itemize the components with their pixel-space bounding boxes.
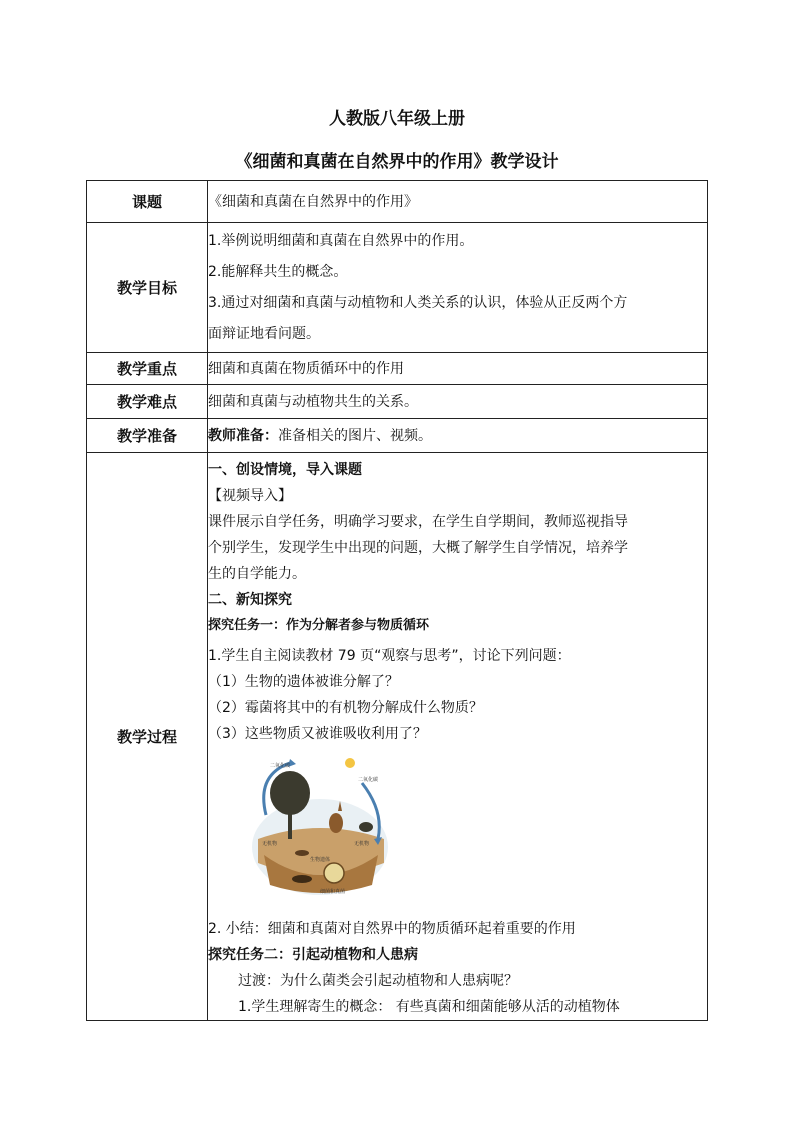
value-preparation [208,419,708,453]
value-process [208,453,708,1021]
row-preparation [87,419,708,453]
label-inorganic-left: 无机物 [262,841,278,847]
label-key-point: 教学重点 [87,353,208,385]
row-key-point [87,353,708,385]
section1-text: 个别学生，发现学生中出现的问题，大概了解学生自学情况，培养学 [208,540,628,556]
label-goals: 教学目标 [87,223,208,353]
row-process [87,453,708,1021]
label-co2-left: 二氧化碳 [270,763,291,769]
microbe-lens [324,863,344,883]
goal-item: 3.通过对细菌和真菌与动植物和人类关系的认识，体验从正反两个方 [208,294,628,311]
lesson-title: 《细菌和真菌在自然界中的作用》教学设计 [235,152,559,172]
value-goals [208,223,708,353]
task2-item: 1.学生理解寄生的概念： 有些真菌和细菌能够从活的动植物体 [238,999,620,1015]
section1-text: 生的自学能力。 [208,566,306,582]
lesson-plan-table [86,180,708,1021]
task1-question: （1）生物的遗体被谁分解了？ [208,674,399,690]
animal-remains [295,850,309,856]
row-goals [87,223,708,353]
task1-intro: 1.学生自主阅读教材 79 页“观察与思考”，讨论下列问题： [208,648,571,664]
goal-item: 面辩证地看问题。 [208,325,320,342]
task1-summary: 2. 小结：细菌和真菌对自然界中的物质循环起着重要的作用 [208,921,576,937]
row-topic [87,181,708,223]
task1-question: （3）这些物质又被谁吸收利用了？ [208,726,427,742]
tree-crown [270,771,310,815]
label-co2-right: 二氧化碳 [358,777,379,783]
label-process: 教学过程 [87,453,208,1021]
section1-subtitle: 【视频导入】 [208,488,292,504]
preparation-text: 准备相关的图片、视频。 [278,427,432,444]
task2-title: 探究任务二：引起动植物和人患病 [208,947,418,963]
label-remains: 生物遗体 [310,857,331,863]
value-difficulty: 细菌和真菌与动植物共生的关系。 [208,385,708,419]
sun-icon [345,758,355,768]
insect-larva [292,875,312,883]
label-inorganic-right: 无机物 [354,841,370,847]
label-difficulty: 教学难点 [87,385,208,419]
shrub [359,822,373,832]
document-title: 人教版八年级上册 [329,109,465,129]
value-topic: 《细菌和真菌在自然界中的作用》 [208,181,708,223]
goal-item: 1.举例说明细菌和真菌在自然界中的作用。 [208,232,474,249]
task1-question: （2）霉菌将其中的有机物分解成什么物质？ [208,700,483,716]
task2-transition: 过渡：为什么菌类会引起动植物和人患病呢？ [238,973,518,989]
task1-title: 探究任务一：作为分解者参与物质循环 [208,618,430,633]
value-key-point: 细菌和真菌在物质循环中的作用 [208,353,708,385]
row-difficulty [87,385,708,419]
goal-item: 2.能解释共生的概念。 [208,263,348,280]
section1-title: 一、创设情境，导入课题 [208,462,362,478]
section2-title: 二、新知探究 [208,592,292,608]
rabbit-body [329,813,343,833]
label-microbes: 细菌和真菌 [320,889,346,895]
label-preparation: 教学准备 [87,419,208,453]
preparation-prefix: 教师准备： [208,427,278,444]
matter-cycle-figure [250,755,390,901]
section1-text: 课件展示自学任务，明确学习要求，在学生自学期间，教师巡视指导 [208,514,628,530]
label-topic: 课题 [87,181,208,223]
